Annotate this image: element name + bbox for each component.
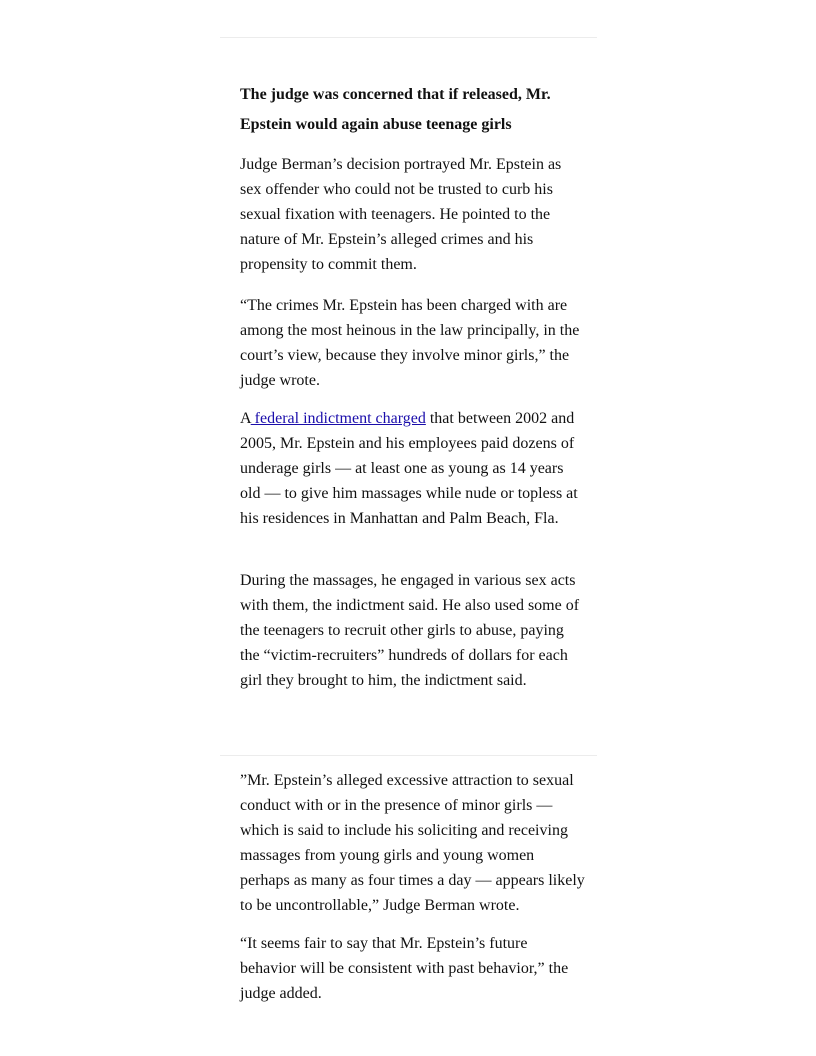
paragraph-attraction-quote: ”Mr. Epstein’s alleged excessive attraction to sexual conduct with or in the presence of minor girls — which is said to include his soliciting and receiving massages from young girls and young women perhaps as many as four times a day — appears likely to be uncontrollable,” Judge Berman wrote. [240,772,585,914]
paragraph-decision: Judge Berman’s decision portrayed Mr. Epstein as sex offender who could not be trusted to curb his sexual fixation with teenagers. He pointed to the nature of Mr. Epstein’s alleged crimes and his propensity to commit them. [240,156,562,273]
paragraph-future-behavior: “It seems fair to say that Mr. Epstein’s future behavior will be consistent with past behavior,” the judge added. [240,935,569,1002]
paragraph-massages: During the massages, he engaged in various sex acts with them, the indictment said. He also used some of the teenagers to recruit other girls to abuse, paying the “victim-recruiters” hundreds of dollars for each girl they brought to him, the indictment said. [240,572,580,689]
paragraph-indictment [240,406,585,531]
federal-indictment-link[interactable]: federal indictment charged [250,410,426,427]
indictment-prefix: A [240,410,251,427]
section-divider [220,755,597,756]
section-heading: The judge was concerned that if released, Mr. Epstein would again abuse teenage girls [240,86,551,133]
indictment-suffix: that between 2002 and 2005, Mr. Epstein and his employees paid dozens of underage girls — at least one as young as 14 years old — to give him massages while nude or topless at his residences in Manhattan and Palm Beach, Fla. [240,410,578,527]
paragraph-judge-quote: “The crimes Mr. Epstein has been charged with are among the most heinous in the law principally, in the court’s view, because they involve minor girls,” the judge wrote. [240,297,580,389]
top-divider [220,37,597,38]
